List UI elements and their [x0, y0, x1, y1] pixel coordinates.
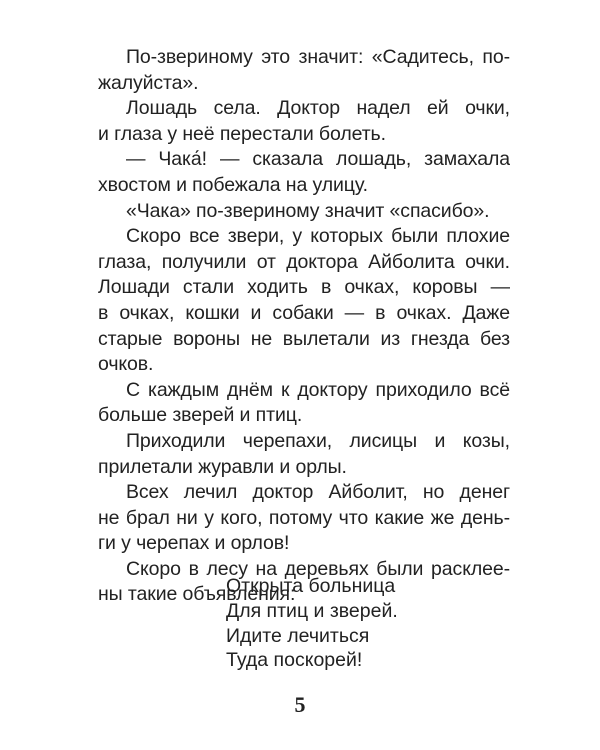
text-line: ги у черепах и орлов! [98, 532, 290, 555]
text-line: Лошади стали ходить в очках, коровы — [98, 276, 510, 299]
text-line: и глаза у неё перестали болеть. [98, 122, 386, 145]
text-line: больше зверей и птиц. [98, 404, 303, 427]
text-line: Всех лечил доктор Айболит, но денег [126, 481, 510, 504]
text-line: Приходили черепахи, лисицы и козы, [126, 429, 510, 452]
poem-line: Открыта больница [226, 575, 396, 597]
text-line: Лошадь села. Доктор надел ей очки, [126, 97, 510, 120]
text-line: в очках, кошки и собаки — в очках. Даже [98, 301, 510, 324]
text-line: прилетали журавли и орлы. [98, 455, 347, 478]
body-text [98, 45, 510, 608]
poem-line: Для птиц и зверей. [226, 599, 398, 622]
text-line: глаза, получили от доктора Айболита очки. [98, 250, 510, 273]
poem-notice [226, 574, 398, 673]
page-number: 5 [294, 692, 306, 717]
text-line: не брал ни у кого, потому что какие же день- [98, 506, 510, 529]
poem-line: Туда поскорей! [226, 649, 363, 672]
text-line: ны такие объявления: [98, 583, 296, 606]
text-line: С каждым днём к доктору приходило всё [126, 378, 510, 401]
text-line: По-звериному это значит: «Садитесь, по- [126, 46, 510, 68]
text-line: очков. [98, 353, 154, 376]
text-line: Скоро в лесу на деревьях были расклее- [126, 557, 510, 580]
poem-line: Идите лечиться [226, 624, 370, 647]
text-line: хвостом и побежала на улицу. [98, 173, 368, 196]
text-line: Скоро все звери, у которых были плохие [126, 225, 510, 248]
text-line: старые вороны не вылетали из гнезда без [98, 327, 510, 350]
text-line: «Чака» по-звериному значит «спасибо». [126, 199, 490, 222]
text-line: — Чака́! — сказала лошадь, замахала [126, 148, 510, 171]
text-line: жалуйста». [98, 71, 199, 94]
